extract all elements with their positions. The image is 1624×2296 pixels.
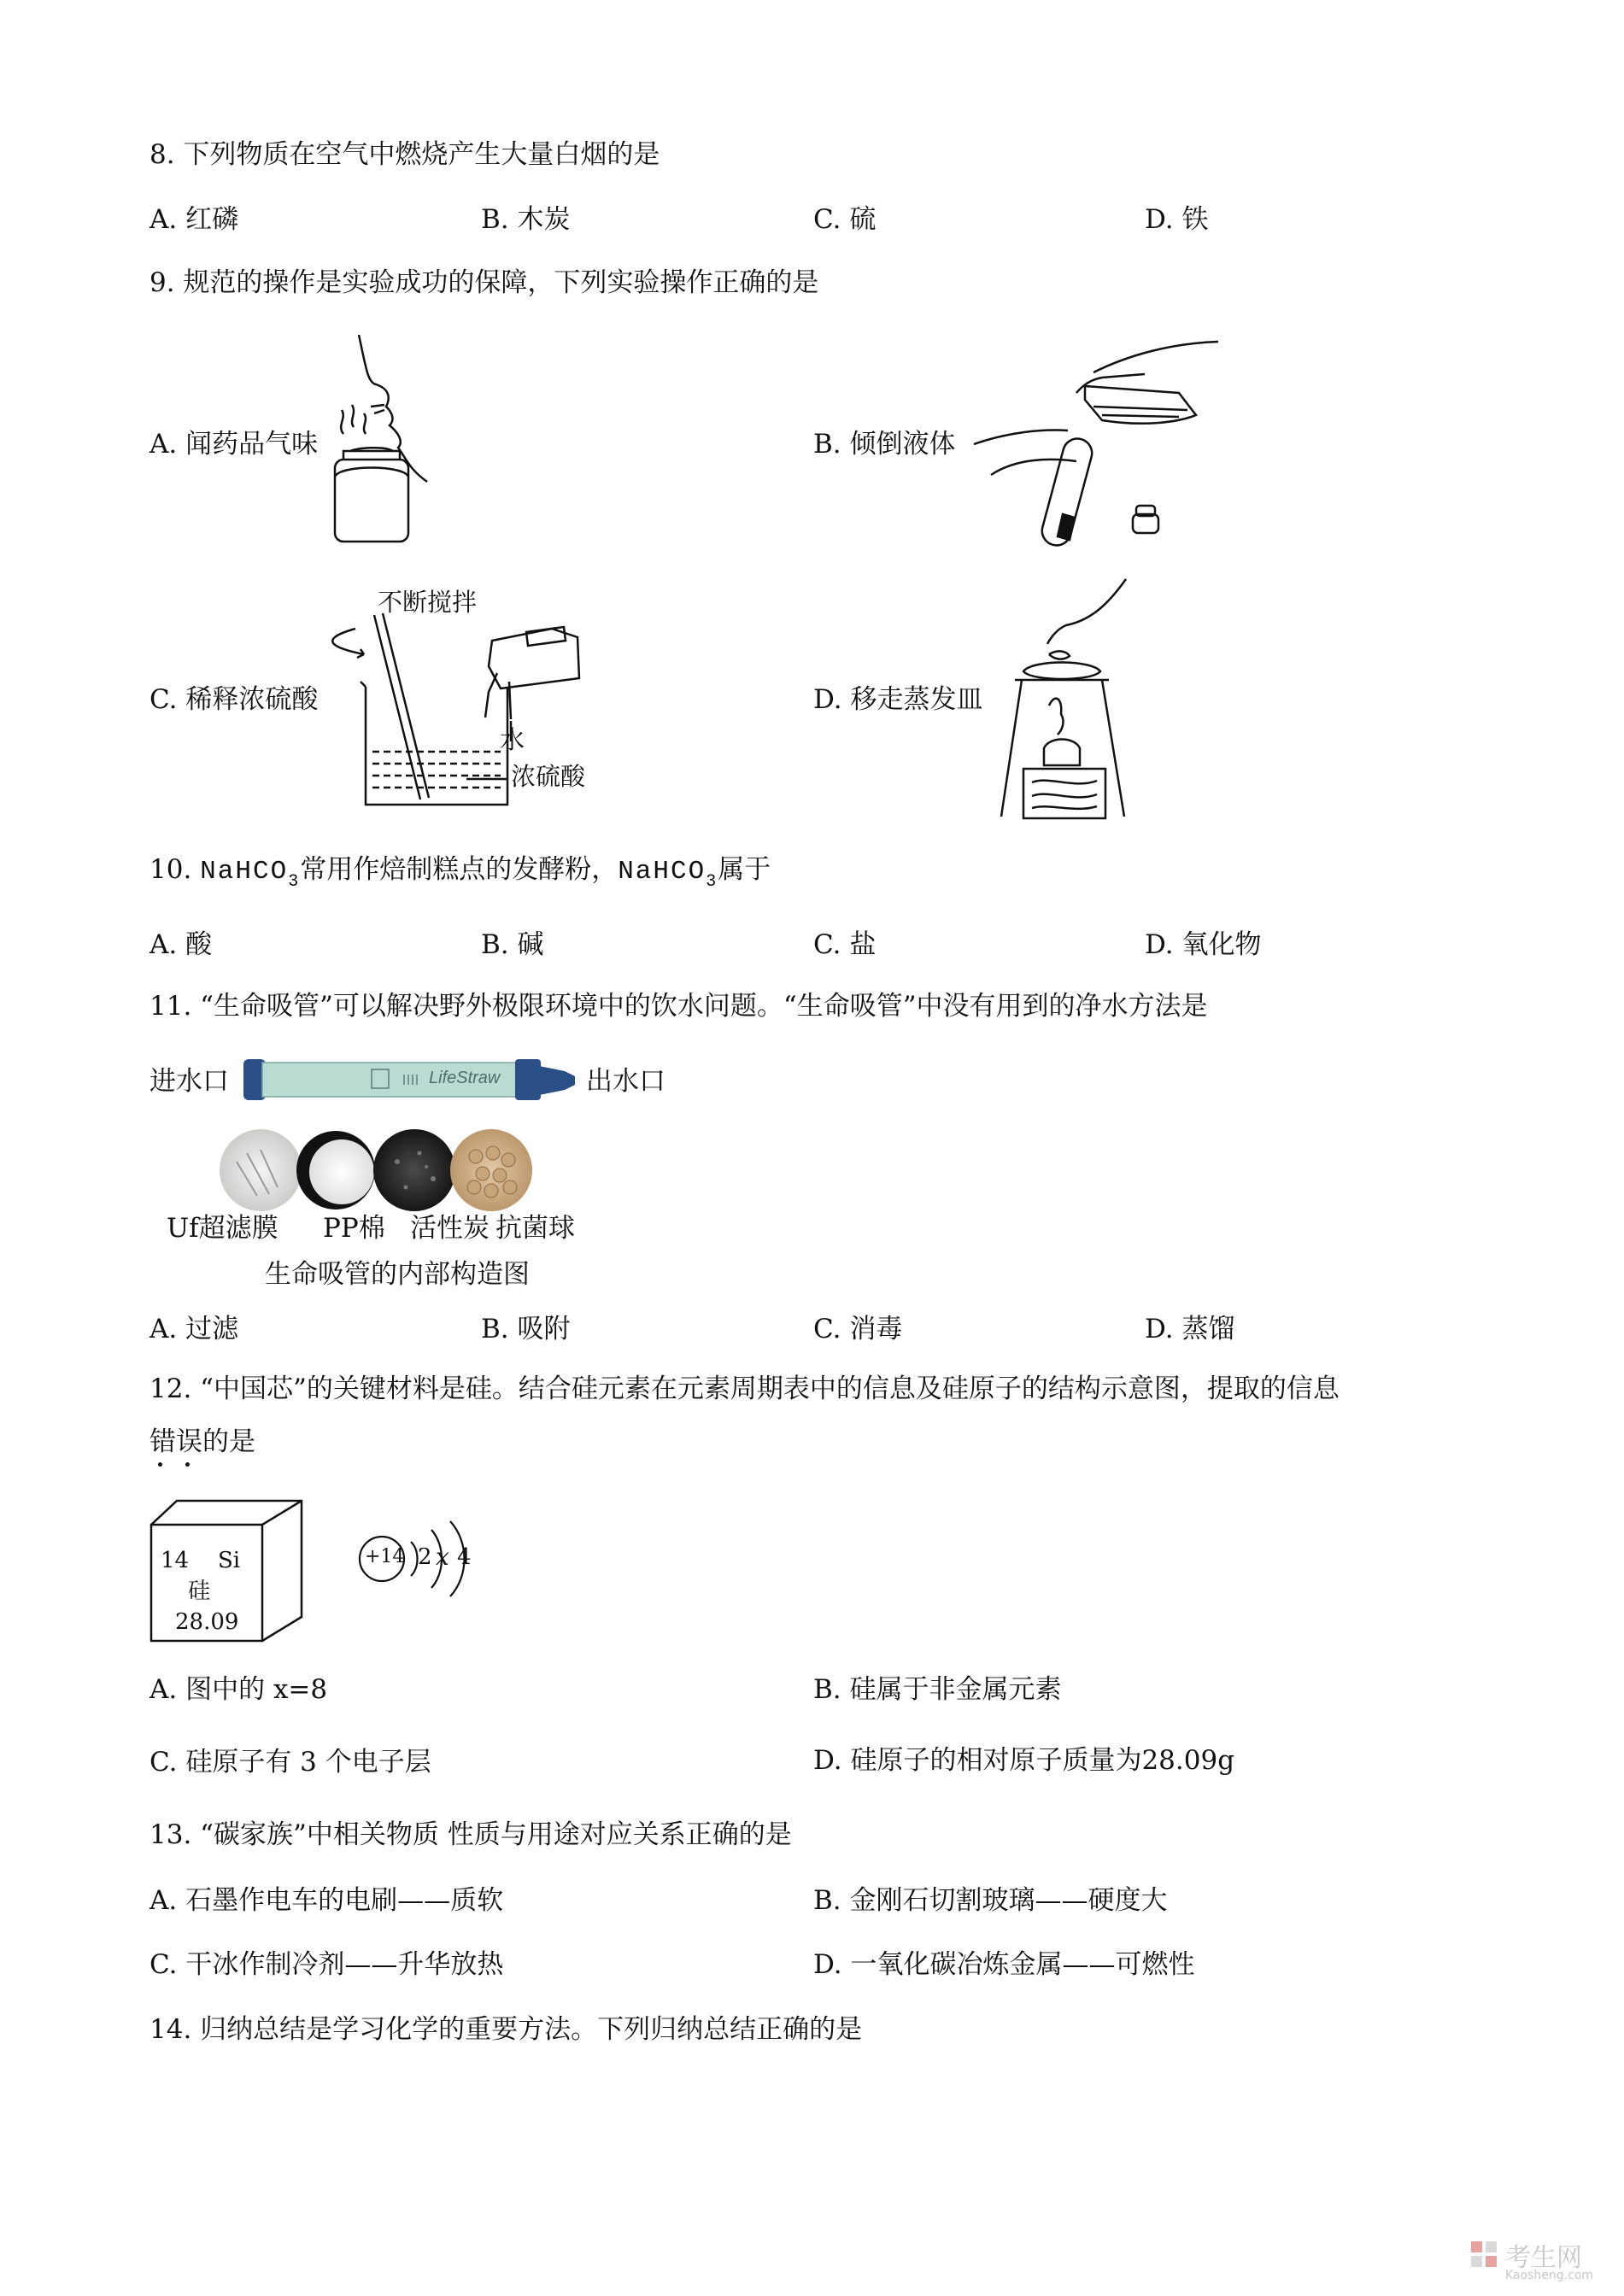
q10-num: 10. <box>150 854 192 885</box>
element-number: 14 <box>161 1548 190 1573</box>
antibacterial-ball-image <box>450 1129 532 1211</box>
lifestraw-figure <box>243 1054 577 1114</box>
emphasis-dots <box>150 1462 218 1471</box>
inlet-label: 进水口 <box>150 1066 229 1097</box>
q10-text1: 常用作焙制糕点的发酵粉， <box>300 854 619 885</box>
atom-shell-1: 2 <box>418 1544 432 1570</box>
element-name: 硅 <box>188 1578 211 1604</box>
q11-option-c[interactable]: C. 消毒 <box>813 1314 903 1344</box>
q9-stem: 9. 规范的操作是实验成功的保障，下列实验操作正确的是 <box>150 267 819 298</box>
q9-option-a[interactable]: A. 闻药品气味 <box>150 429 319 460</box>
acid-label: 浓硫酸 <box>511 762 586 791</box>
q8-option-c[interactable]: C. 硫 <box>813 204 876 235</box>
smell-figure <box>325 331 444 555</box>
q13-option-c[interactable]: C. 干冰作制冷剂——升华放热 <box>150 1949 504 1980</box>
stir-label: 不断搅拌 <box>378 588 478 617</box>
pour-figure <box>974 338 1222 550</box>
q12-stem-line2: 错误的是 <box>150 1426 255 1457</box>
q11-option-b[interactable]: B. 吸附 <box>481 1314 571 1344</box>
filter-layers-figure <box>218 1128 534 1213</box>
watermark-logo-icon <box>1469 2240 1498 2269</box>
outlet-label: 出水口 <box>586 1066 665 1097</box>
q8-option-a[interactable]: A. 红磷 <box>150 204 239 235</box>
q10-formula-2-main: NaHCO <box>618 857 706 887</box>
q10-formula-1-main: NaHCO <box>200 857 289 887</box>
q12-option-d[interactable]: D. 硅原子的相对原子质量为28.09g <box>813 1745 1235 1776</box>
q10-formula-1-sub: 3 <box>288 872 301 892</box>
q9-option-b[interactable]: B. 倾倒液体 <box>813 429 956 460</box>
watermark-name: 考生网 <box>1505 2243 1582 2273</box>
q14-stem: 14. 归纳总结是学习化学的重要方法。下列归纳总结正确的是 <box>150 2014 863 2045</box>
layer-antibacterial: 抗菌球 <box>495 1213 575 1244</box>
q10-formula-2 <box>618 857 718 892</box>
water-label: 水 <box>500 725 525 754</box>
q10-text2: 属于 <box>718 854 771 885</box>
q11-caption: 生命吸管的内部构造图 <box>265 1259 530 1290</box>
atom-nucleus: +14 <box>365 1546 405 1567</box>
layer-pp: PP棉 <box>323 1213 385 1244</box>
layer-uf: Uf超滤膜 <box>167 1213 278 1244</box>
watermark-url: Kaosheng.com <box>1505 2269 1593 2282</box>
q9-option-c[interactable]: C. 稀释浓硫酸 <box>150 684 319 715</box>
layer-carbon: 活性炭 <box>410 1213 490 1244</box>
evaporate-figure <box>998 577 1134 822</box>
q11-stem: 11. “生命吸管”可以解决野外极限环境中的饮水问题。“生命吸管”中没有用到的净水方法是 <box>150 991 1208 1022</box>
element-symbol: Si <box>218 1548 241 1573</box>
q12-stem-line1: 12. “中国芯”的关键材料是硅。结合硅元素在元素周期表中的信息及硅原子的结构示意图，提取的信息 <box>150 1374 1340 1404</box>
q10-option-c[interactable]: C. 盐 <box>813 929 876 960</box>
element-mass: 28.09 <box>175 1609 239 1635</box>
uf-membrane-image <box>220 1129 302 1211</box>
q9-option-d[interactable]: D. 移走蒸发皿 <box>813 684 983 715</box>
q10-option-a[interactable]: A. 酸 <box>150 929 213 960</box>
q8-stem: 8. 下列物质在空气中燃烧产生大量白烟的是 <box>150 139 660 170</box>
q10-option-b[interactable]: B. 碱 <box>481 929 544 960</box>
atom-shell-2: x <box>436 1543 449 1571</box>
q12-option-b[interactable]: B. 硅属于非金属元素 <box>813 1674 1062 1705</box>
q13-stem: 13. “碳家族”中相关物质 性质与用途对应关系正确的是 <box>150 1819 792 1850</box>
q11-option-a[interactable]: A. 过滤 <box>150 1314 239 1344</box>
q10-formula-2-sub: 3 <box>706 872 718 892</box>
q10-stem <box>150 854 771 892</box>
q10-option-d[interactable]: D. 氧化物 <box>1145 929 1262 960</box>
q13-option-b[interactable]: B. 金刚石切割玻璃——硬度大 <box>813 1885 1168 1916</box>
q10-formula-1 <box>200 857 301 892</box>
q13-option-a[interactable]: A. 石墨作电车的电刷——质软 <box>150 1885 504 1916</box>
q8-option-b[interactable]: B. 木炭 <box>481 204 571 235</box>
q8-option-d[interactable]: D. 铁 <box>1145 204 1209 235</box>
activated-carbon-image <box>373 1129 455 1211</box>
q12-option-c[interactable]: C. 硅原子有 3 个电子层 <box>150 1747 431 1778</box>
q13-option-d[interactable]: D. 一氧化碳冶炼金属——可燃性 <box>813 1949 1195 1980</box>
brand-label: LifeStraw <box>429 1069 501 1087</box>
q11-option-d[interactable]: D. 蒸馏 <box>1145 1314 1235 1344</box>
q12-option-a[interactable]: A. 图中的 x=8 <box>150 1674 328 1705</box>
atom-shell-3: 4 <box>457 1544 472 1570</box>
